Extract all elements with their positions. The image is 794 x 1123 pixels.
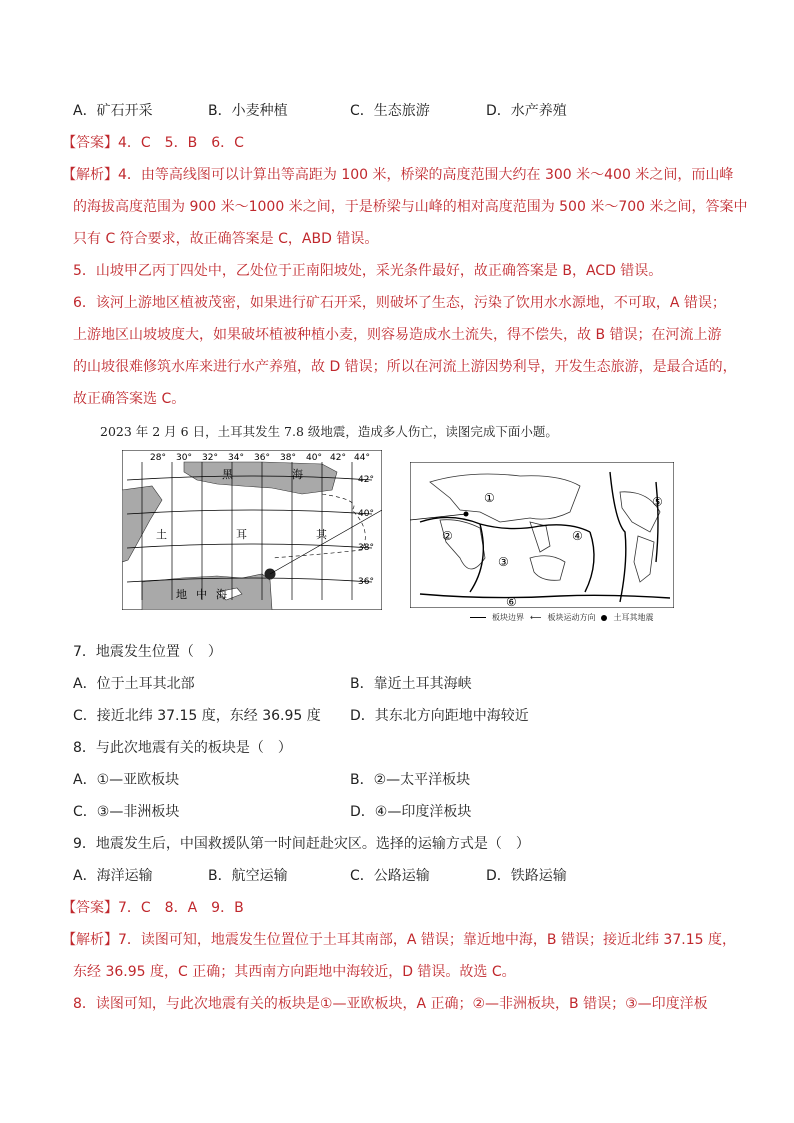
- question-8-stem: 8．与此次地震有关的板块是（ ）: [73, 740, 292, 756]
- lon-label: 32°: [202, 453, 218, 463]
- q7-option-a: A．位于土耳其北部: [73, 676, 195, 692]
- med-sea-label: 海: [216, 588, 227, 601]
- country-label: 其: [316, 528, 327, 541]
- plate-label: ②: [442, 529, 453, 543]
- lon-label: 38°: [280, 453, 296, 463]
- analysis-line: 只有 C 符合要求，故正确答案是 C，ABD 错误。: [73, 231, 379, 247]
- q8-option-c: C．③—非洲板块: [73, 804, 180, 820]
- med-sea-label: 中: [196, 588, 207, 601]
- option-d: D．水产养殖: [486, 103, 567, 119]
- map-legend: [470, 612, 653, 623]
- q9-option-c: C．公路运输: [350, 868, 430, 884]
- q9-option-a: A．海洋运输: [73, 868, 153, 884]
- analysis-line: 8．读图可知，与此次地震有关的板块是①—亚欧板块，A 正确；②—非洲板块，B 错误；③—印度洋板: [73, 996, 708, 1012]
- med-sea-label: 地: [176, 588, 187, 601]
- lat-label: 38°: [358, 543, 374, 553]
- analysis-line: 的海拔高度范围为 900 米～1000 米之间，于是桥梁与山峰的相对高度范围为 500 米～700 米之间，答案中: [73, 199, 748, 215]
- answer-line-1: 【答案】4．C 5．B 6．C: [62, 135, 244, 151]
- q8-option-b: B．②—太平洋板块: [350, 772, 471, 788]
- lat-label: 36°: [358, 577, 374, 587]
- plate-label: ①: [484, 491, 495, 505]
- analysis-line: 5．山坡甲乙丙丁四处中，乙处位于正南阳坡处，采光条件最好，故正确答案是 B，ACD 错误。: [73, 263, 663, 279]
- question-9-stem: 9．地震发生后，中国救援队第一时间赶赴灾区。选择的运输方式是（ ）: [73, 836, 530, 852]
- analysis-line: 东经 36.95 度，C 正确；其西南方向距地中海较近，D 错误。故选 C。: [73, 964, 516, 980]
- plate-label: ④: [572, 529, 583, 543]
- option-b: B．小麦种植: [208, 103, 288, 119]
- analysis-line: 上游地区山坡坡度大，如果破坏植被种植小麦，则容易造成水土流失，得不偿失，故 B 错误；在河流上游: [73, 327, 722, 343]
- plate-label: ③: [498, 555, 509, 569]
- lat-label: 40°: [358, 509, 374, 519]
- q8-option-d: D．④—印度洋板块: [350, 804, 472, 820]
- analysis-line: 【解析】4．由等高线图可以计算出等高距为 100 米，桥梁的高度范围大约在 300 米～400 米之间，而山峰: [62, 167, 734, 183]
- black-sea-label: 黑: [222, 468, 233, 481]
- plate-label: ⑤: [652, 495, 663, 509]
- boundary-line-icon: [470, 617, 486, 618]
- analysis-line: 【解析】7．读图可知，地震发生位置位于土耳其南部，A 错误；靠近地中海，B 错误；接近北纬 37.15 度，: [62, 932, 736, 948]
- country-label: 耳: [236, 528, 247, 541]
- country-label: 土: [156, 528, 167, 541]
- question-7-stem: 7．地震发生位置（ ）: [73, 644, 222, 660]
- legend-label: 板块运动方向: [547, 613, 596, 622]
- answer-line-2: 【答案】7．C 8．A 9．B: [62, 900, 244, 916]
- legend-label: 土耳其地震: [613, 613, 654, 622]
- q9-option-d: D．铁路运输: [486, 868, 567, 884]
- world-plates-map: [410, 462, 674, 608]
- question-intro: 2023 年 2 月 6 日，土耳其发生 7.8 级地震，造成多人伤亡，读图完成下面小题。: [100, 424, 558, 439]
- q7-option-c: C．接近北纬 37.15 度，东经 36.95 度: [73, 708, 321, 724]
- analysis-line: 故正确答案选 C。: [73, 391, 186, 407]
- lon-label: 44°: [354, 453, 370, 463]
- lon-label: 28°: [150, 453, 166, 463]
- lon-label: 34°: [228, 453, 244, 463]
- q7-option-b: B．靠近土耳其海峡: [350, 676, 472, 692]
- analysis-line: 6．该河上游地区植被茂密，如果进行矿石开采，则破坏了生态，污染了饮用水水源地，不可取，A 错误；: [73, 295, 726, 311]
- turkey-map: [122, 450, 382, 610]
- q9-option-b: B．航空运输: [208, 868, 288, 884]
- arrow-left-icon: ⟵: [530, 613, 542, 622]
- option-a: A．矿石开采: [73, 103, 153, 119]
- lon-label: 30°: [176, 453, 192, 463]
- plate-label: ⑥: [506, 595, 517, 608]
- lon-label: 40°: [306, 453, 322, 463]
- lat-label: 42°: [358, 475, 374, 485]
- q8-option-a: A．①—亚欧板块: [73, 772, 180, 788]
- lon-label: 42°: [330, 453, 346, 463]
- black-sea-label: 海: [292, 468, 303, 481]
- legend-label: 板块边界: [492, 613, 524, 622]
- lon-label: 36°: [254, 453, 270, 463]
- analysis-line: 的山坡很难修筑水库来进行水产养殖，故 D 错误；所以在河流上游因势利导，开发生态旅游，是最合适的，: [73, 359, 737, 375]
- q7-option-d: D．其东北方向距地中海较近: [350, 708, 529, 724]
- option-c: C．生态旅游: [350, 103, 430, 119]
- quake-dot-icon: [601, 615, 607, 621]
